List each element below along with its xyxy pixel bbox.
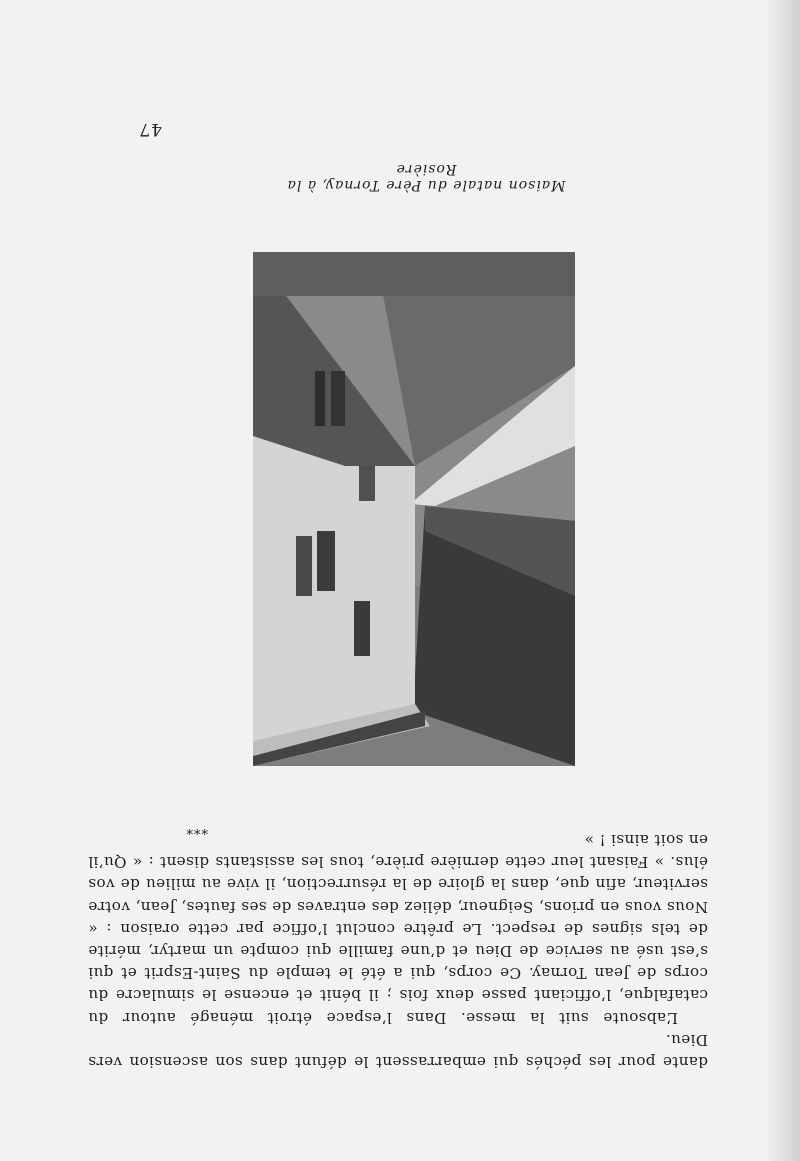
paragraph-continuation: dante pour les péchés qui embarrassent le défunt dans son ascension vers Dieu. (88, 1030, 708, 1071)
house-photograph (253, 252, 575, 766)
page-number: 47 (138, 119, 162, 139)
paragraph-absoute: L’absoute suit la messe. Dans l’espace étroit ménagé autour du catafalque, l’officiant passe deux fois ; il bénit et encense le simulacre du corps de Jean Tornay. Ce corps, qui a été le temple du Saint-Esprit et qui s’est usé au service de Dieu et d’une famille qui compte un martyr, mérite de tels signes de respect. Le prêtre conclut l’office par cette oraison : « Nous vous en prions, Seigneur, déliez des entraves de ses fautes, Jean, votre serviteur, afin que, dans la gloire de la résurrection, il vive au milieu de vos élus. » Faisant leur cette dernière prière, tous les assistants disent : « Qu’il en soit ainsi ! » (88, 830, 708, 1027)
section-separator: *** (185, 821, 208, 836)
body-text (88, 829, 708, 1073)
photo-caption: Maison natale du Père Tornay, à la Rosière (286, 161, 566, 193)
page-edge-shadow (766, 0, 800, 1161)
